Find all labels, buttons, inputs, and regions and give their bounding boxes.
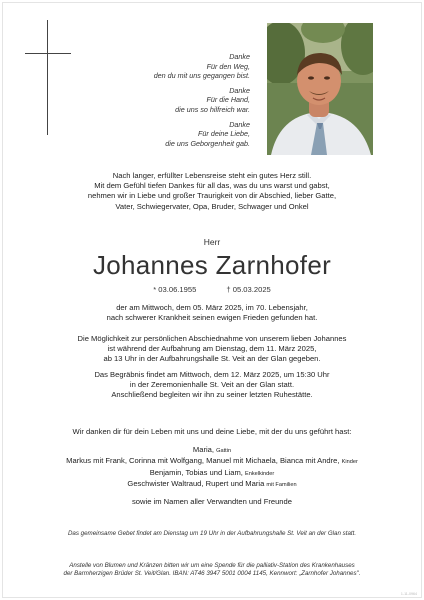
thanks-intro: Wir danken dir für dein Leben mit uns und deine Liebe, mit der du uns geführt hast: xyxy=(72,427,352,436)
verse-line: die uns Geborgenheit gab. xyxy=(165,138,250,148)
verse-line: Danke xyxy=(229,52,250,61)
death-date: † 05.03.2025 xyxy=(226,285,271,294)
death-line: der am Mittwoch, dem 05. März 2025, im 70. Lebensjahr, xyxy=(116,303,308,312)
mourner-grandchildren xyxy=(20,468,404,479)
funeral-line: Anschließend begleiten wir ihn zu seiner letzten Ruhestätte. xyxy=(111,390,313,400)
funeral-notice xyxy=(20,370,404,401)
donation-notice xyxy=(20,562,404,579)
donation-line: der Barmherzigen Brüder St. Veit/Glan. IBAN: AT46 3947 5001 0004 1145, Kennwort: „Zarnhofer Johannes". xyxy=(63,570,361,578)
intro-line: Nach langer, erfüllter Lebensreise steht ein gutes Herz still. xyxy=(112,171,312,180)
death-line: nach schwerer Krankheit seinen ewigen Frieden gefunden hat. xyxy=(106,313,318,323)
mourner-role: Kinder xyxy=(341,459,358,466)
mourner-role: mit Familien xyxy=(266,482,297,489)
mourner-children xyxy=(20,456,404,467)
farewell-notice xyxy=(20,334,404,365)
verse-line: Für den Weg, xyxy=(206,61,250,71)
mourner-names: Maria, xyxy=(192,445,215,454)
verse-line: Für die Hand, xyxy=(206,95,250,105)
portrait-illustration xyxy=(267,23,373,155)
intro-text xyxy=(20,171,404,212)
mourner-names: Geschwister Waltraud, Rupert und Maria xyxy=(127,479,265,489)
death-notice xyxy=(20,303,404,323)
deceased-name: Johannes Zarnhofer xyxy=(92,250,332,280)
salutation: Herr xyxy=(203,237,221,247)
verse-1 xyxy=(70,52,250,81)
verse-line: die uns so hilfreich war. xyxy=(175,104,250,114)
memorial-verses xyxy=(70,52,250,153)
funeral-line: Das Begräbnis findet am Mittwoch, dem 12. März 2025, um 15:30 Uhr xyxy=(94,370,330,379)
cross-icon-vertical xyxy=(47,20,48,135)
prayer-notice: Das gemeinsame Gebet findet am Dienstag um 19 Uhr in der Aufbahrungshalle St. Veit an der Glan statt. xyxy=(67,530,357,537)
mourner-wife xyxy=(20,445,404,456)
mourners-list xyxy=(20,445,404,491)
document-code: 1-11-0964 xyxy=(400,592,417,596)
mourner-role: Gattin xyxy=(216,448,232,454)
funeral-line: in der Zeremonienhalle St. Veit an der Glan statt. xyxy=(129,380,295,390)
birth-date: * 03.06.1955 xyxy=(153,285,197,294)
intro-line: Mit dem Gefühl tiefen Dankes für all das, was du uns warst und gabst, xyxy=(94,181,330,191)
verse-line: Für deine Liebe, xyxy=(198,129,250,139)
verse-line: Danke xyxy=(229,85,250,95)
life-dates xyxy=(0,285,424,294)
verse-3 xyxy=(70,120,250,149)
intro-line: nehmen wir in Liebe und großer Traurigkeit von dir Abschied, lieber Gatte, xyxy=(87,191,337,201)
intro-line: Vater, Schwiegervater, Opa, Bruder, Schwager und Onkel xyxy=(115,201,309,211)
mourner-names: Markus mit Frank, Corinna mit Wolfgang, Manuel mit Michaela, Bianca mit Andre, xyxy=(66,456,340,466)
donation-line: Anstelle von Blumen und Kränzen bitten wir um eine Spende für die palliativ-Station des Krankenhauses xyxy=(69,562,355,569)
farewell-line: ab 13 Uhr in der Aufbahrungshalle St. Veit an der Glan gegeben. xyxy=(103,354,321,364)
cross-icon-horizontal xyxy=(25,53,71,54)
common-line: sowie im Namen aller Verwandten und Freunde xyxy=(132,497,292,506)
mourner-names: Benjamin, Tobias und Liam, xyxy=(149,467,243,477)
verse-2 xyxy=(70,86,250,115)
mourner-role: Enkelkinder xyxy=(245,470,275,477)
portrait-photo xyxy=(267,23,373,155)
farewell-line: Die Möglichkeit zur persönlichen Abschiednahme von unserem lieben Johannes xyxy=(77,334,347,343)
mourner-siblings xyxy=(20,479,404,490)
verse-line: den du mit uns gegangen bist. xyxy=(153,71,250,81)
verse-line: Danke xyxy=(229,119,250,129)
farewell-line: ist während der Aufbahrung am Dienstag, dem 11. März 2025, xyxy=(107,344,317,354)
